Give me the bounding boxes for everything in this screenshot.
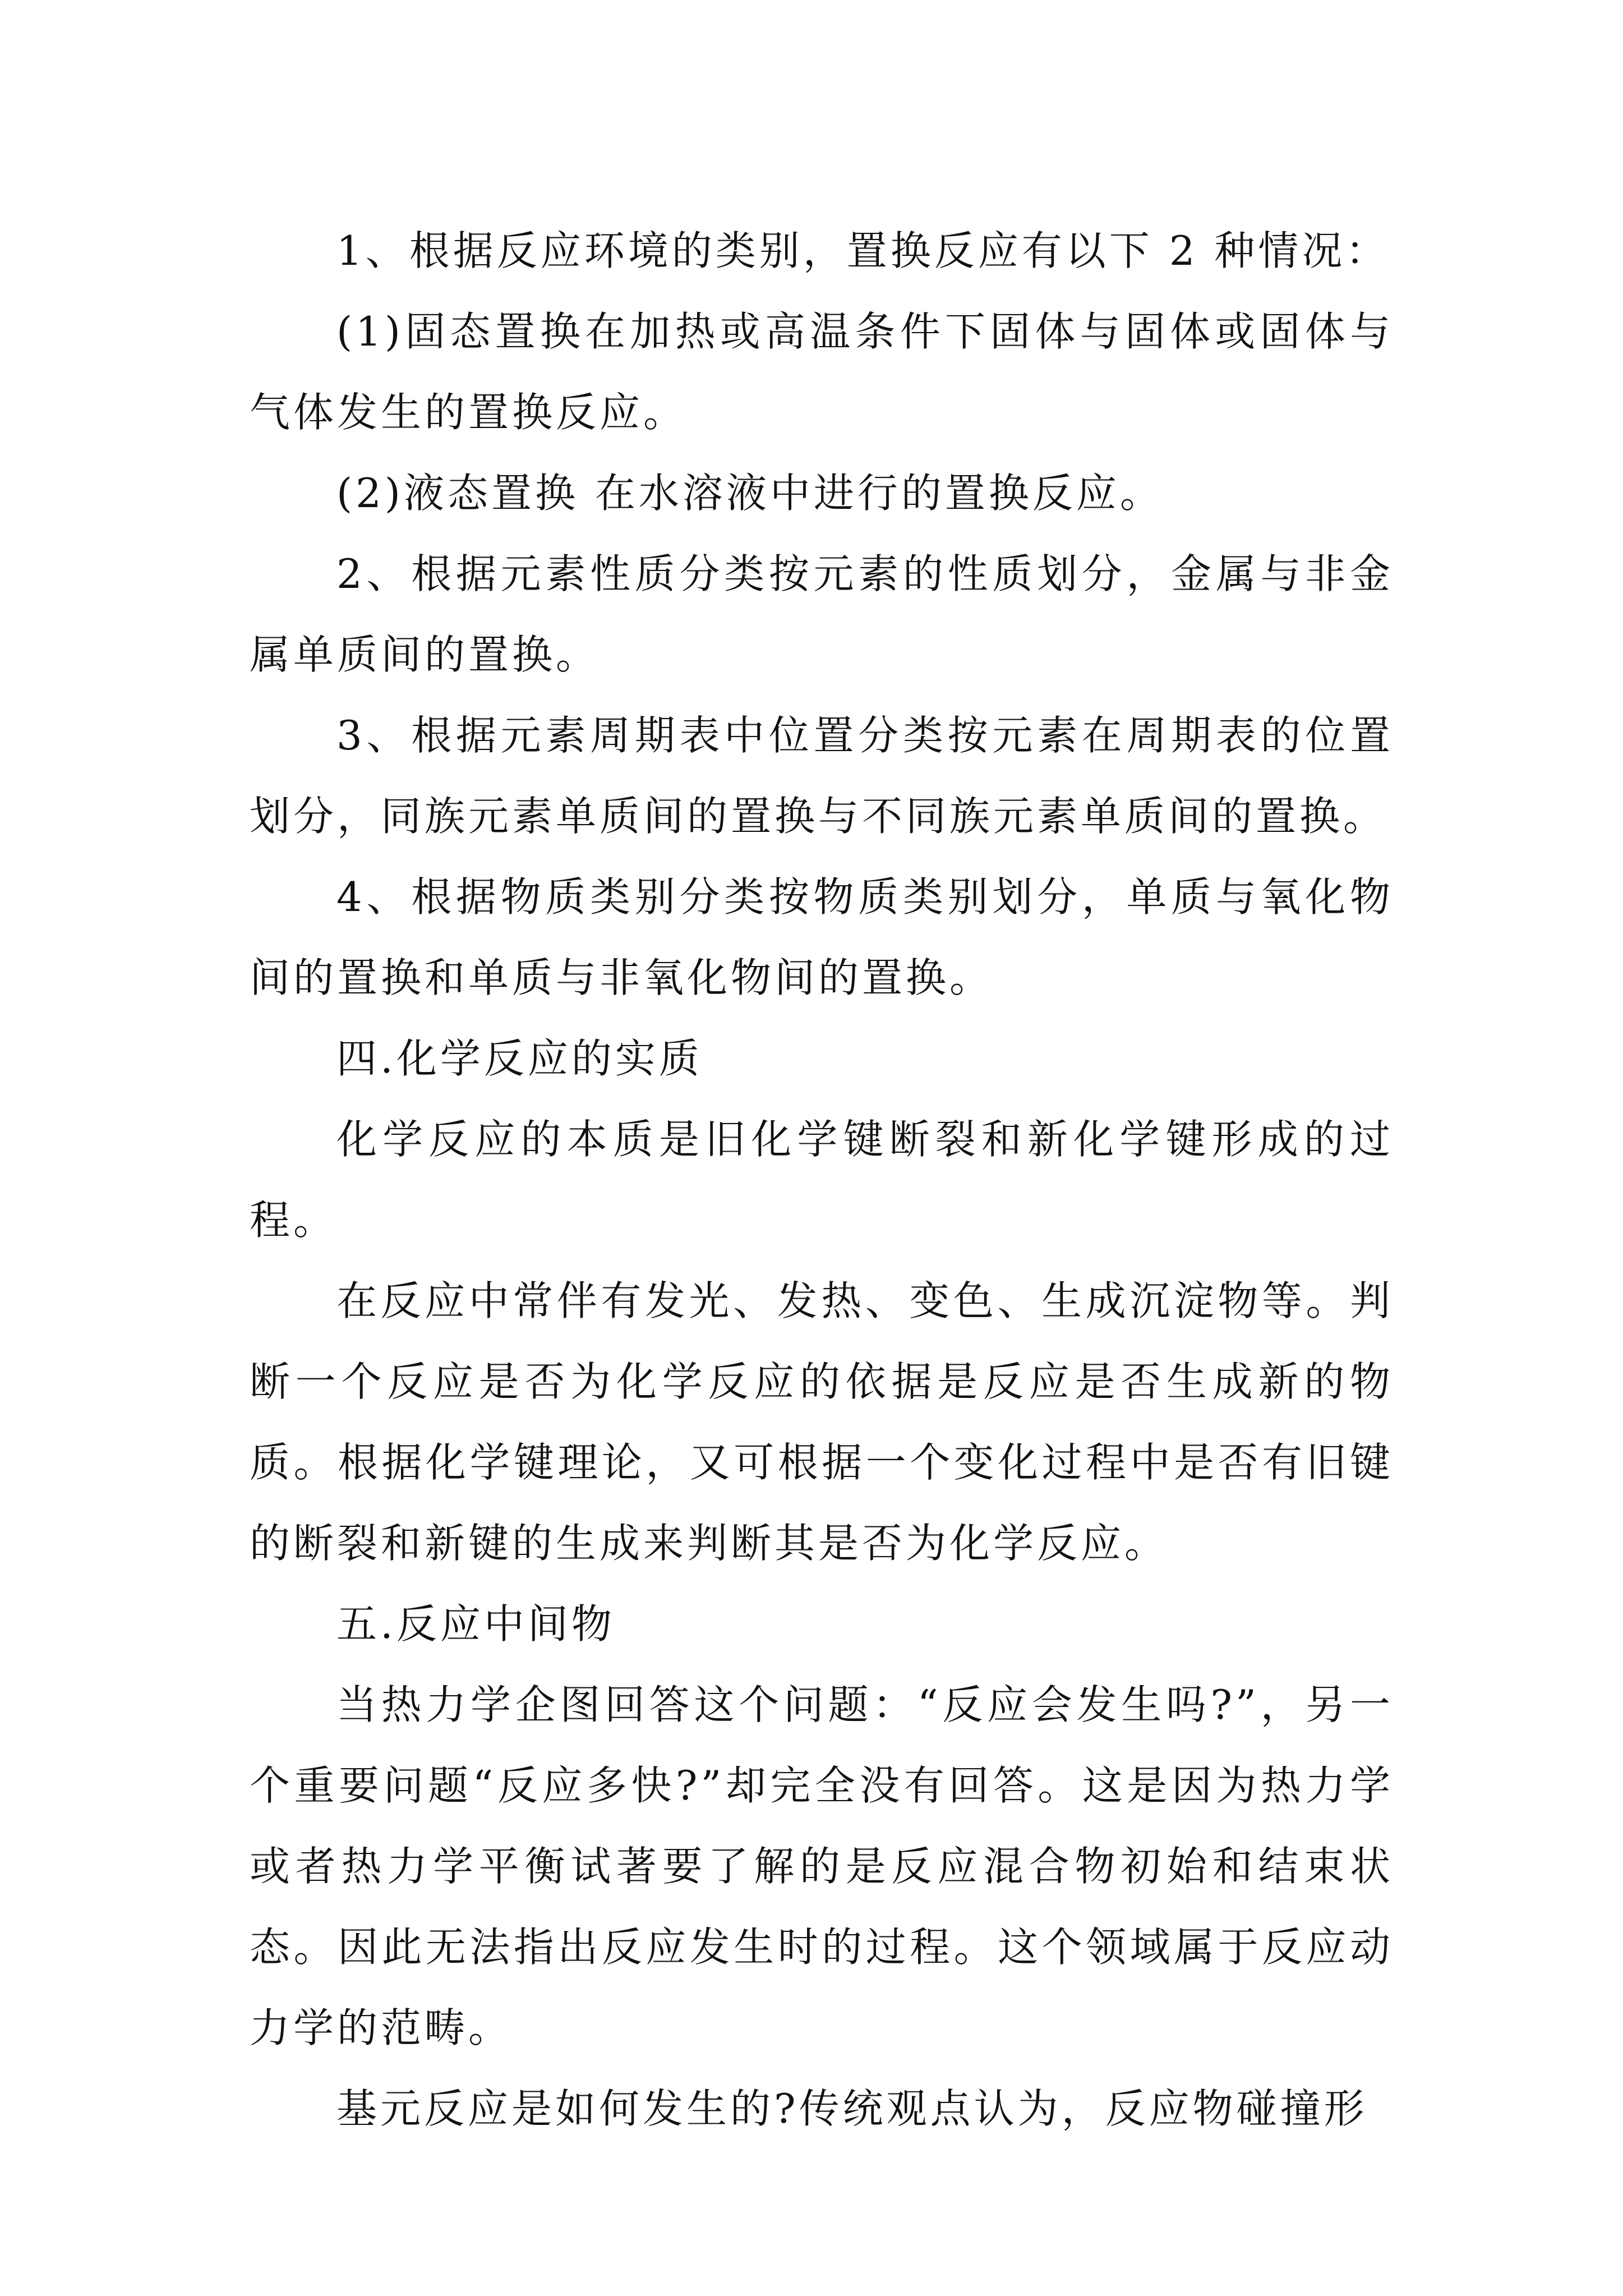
paragraph-periodic-position: 3、根据元素周期表中位置分类按元素在周期表的位置划分，同族元素单质间的置换与不同族元素单质间的置换。 bbox=[250, 712, 1394, 840]
paragraph-replacement-env: 1、根据反应环境的类别，置换反应有以下 2 种情况： bbox=[336, 227, 1390, 274]
paragraph-elementary-reaction: 基元反应是如何发生的?传统观点认为，反应物碰撞形 bbox=[336, 2085, 1368, 2132]
paragraph-liquid-replacement: (2)液态置换 在水溶液中进行的置换反应。 bbox=[336, 470, 1164, 517]
paragraph-solid-replacement: (1)固态置换在加热或高温条件下固体与固体或固体与气体发生的置换反应。 bbox=[250, 308, 1394, 436]
paragraph-thermodynamics: 当热力学企图回答这个问题：“反应会发生吗?”，另一个重要问题“反应多快?”却完全没有回答。这是因为热力学或者热力学平衡试著要了解的是反应混合物初始和结束状态。因此无法指出反应发生时的过程。这个领域属于反应动力学的范畴。 bbox=[250, 1681, 1394, 2051]
paragraph-element-property: 2、根据元素性质分类按元素的性质划分，金属与非金属单质间的置换。 bbox=[250, 550, 1394, 678]
paragraph-reaction-essence: 化学反应的本质是旧化学键断裂和新化学键形成的过程。 bbox=[250, 1116, 1394, 1244]
section-heading-intermediates: 五.反应中间物 bbox=[336, 1600, 615, 1648]
paragraph-substance-category: 4、根据物质类别分类按物质类别划分，单质与氧化物间的置换和单质与非氧化物间的置换。 bbox=[250, 873, 1394, 1001]
paragraph-reaction-criteria: 在反应中常伴有发光、发热、变色、生成沉淀物等。判断一个反应是否为化学反应的依据是反应是否生成新的物质。根据化学键理论，又可根据一个变化过程中是否有旧键的断裂和新键的生成来判断其是否为化学反应。 bbox=[250, 1277, 1394, 1567]
section-heading-essence: 四.化学反应的实质 bbox=[336, 1035, 703, 1082]
document-body bbox=[250, 210, 1394, 2149]
